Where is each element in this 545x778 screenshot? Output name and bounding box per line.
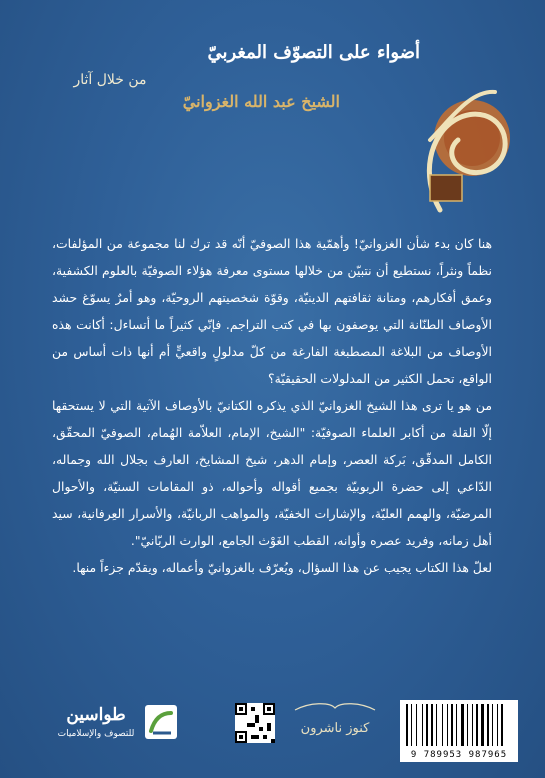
barcode-number: 9 789953 987965 (410, 750, 508, 760)
book-subtitle: من خلال آثار (73, 72, 147, 88)
series-name: طواسين (66, 705, 126, 725)
blurb-paragraph: لعلّ هذا الكتاب يجيب عن هذا السؤال، ويُعرّف بالغزوانيّ وأعماله، ويقدّم جزءاً منها. (72, 560, 492, 575)
blurb-paragraph: من هو يا ترى هذا الشيخ الغزوانيّ الذي يذكره الكتانيّ بالأوصاف الآتية التي لا يستحقها إلّا القلة من أكابر العلماء الصوفيّة: "الشيخ، الإمام، العلاّمة الهُمام، الصوفيّ المحقّق، الكامل المدقّق، بَركة العصر، وإمام الدهر، شيخ المشايخ، العارف بجلال الله وجماله، الدّاعي إلى حضرة الربوبيّة بجميع أقواله وأحواله، ذو المقامات السنيّة، والأحوال المرضيّة، والهمم العليّة، والإشارات الخفيّة، والمواهب الربانيّة، والأسرار العِرفانية، سيد أهل زمانه، وفريد عصره وأوانه، القطب الغَوْث الجامع، الوارث الربّانيّ". (52, 398, 492, 548)
calligraphy-cartouche (430, 175, 462, 201)
publisher-ornament-icon (290, 700, 380, 714)
barcode-bars (406, 704, 512, 746)
series-emblem-icon (145, 705, 177, 739)
back-cover-blurb (52, 230, 492, 581)
isbn-barcode (400, 700, 518, 762)
publisher-name: كنوز ناشرون (300, 721, 370, 736)
calligraphy-ornament (400, 80, 520, 230)
qr-code (235, 703, 275, 743)
series-logo (50, 705, 180, 750)
blurb-paragraph: هنا كان بدء شأن الغزوانيّ! وأهمّية هذا الصوفيّ أنّه قد ترك لنا مجموعة من المؤلفات، نظماً ونثراً، نستطيع أن نتبيّن من خلالها مستوى معرفة هؤلاء الصوفيّة بالعلوم الكشفية، وعمق أفكارهم، ومتانة ثقافتهم الدينيّة، وقوّة شخصيتهم الروحيّة، وهو أمرٌ يسوّغ حشد الأوصاف الطنّانة التي يوصفون بها في كتب التراجم. فإنّي كثيراً ما أتساءل: أكانت هذه الأوصاف من البلاغة المصطبغة الفارغة من كلّ مدلولٍ واقعيٍّ أم أنها ذات أساس من الواقع، تحمل الكثير من المدلولات الحقيقيّة؟ (52, 236, 492, 386)
book-title: أضواء على التصوّف المغربيّ (207, 42, 420, 63)
book-author: الشيخ عبد الله الغزوانيّ (182, 92, 340, 111)
series-tagline: للتصوف والإسلاميات (57, 729, 135, 739)
publisher-logo (290, 700, 380, 750)
